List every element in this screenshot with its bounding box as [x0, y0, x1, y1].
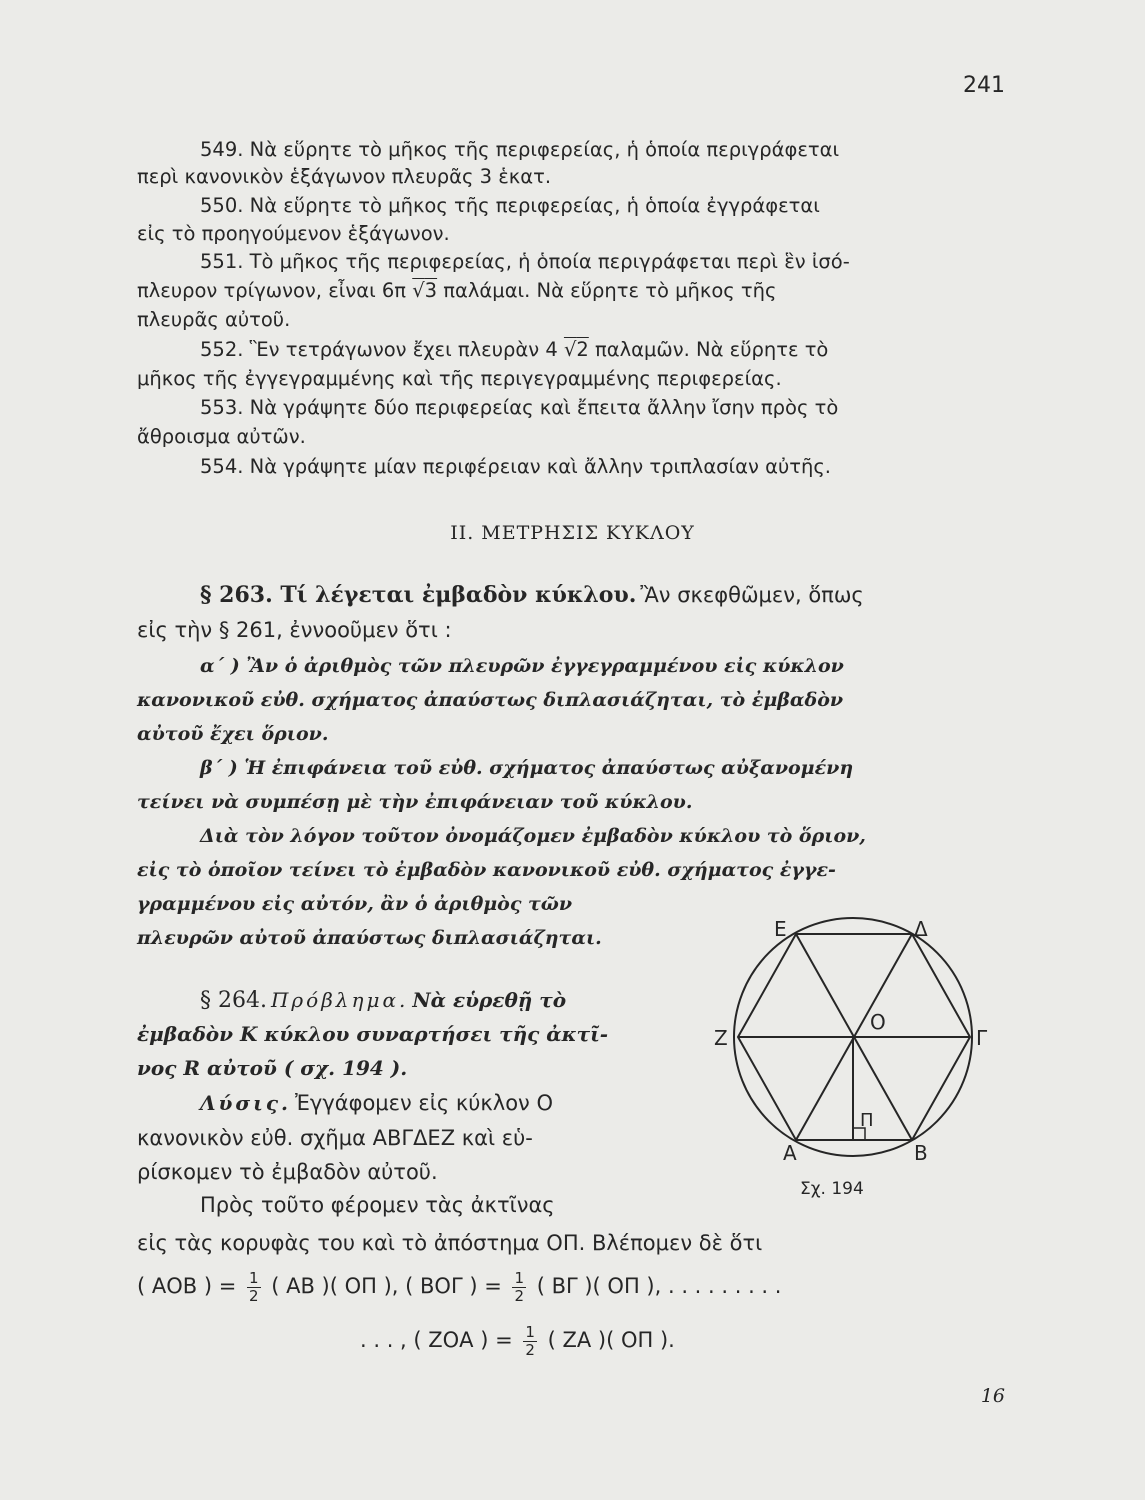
label-G: Γ — [976, 1026, 988, 1050]
sec264-problem-line-3: νος R αὐτοῦ ( σχ. 194 ). — [137, 1056, 408, 1080]
exercise-549-line-1: 549. Νὰ εὕρητε τὸ μῆκος τῆς περιφερείας, ἡ ὁποία περιγράφεται — [200, 138, 840, 161]
exercise-549-line-2: περὶ κανονικὸν ἑξάγωνον πλευρᾶς 3 ἑκατ. — [137, 165, 552, 188]
sec263-a-line-3: αὐτοῦ ἔχει ὅριον. — [137, 723, 329, 745]
label-B: Β — [914, 1141, 928, 1165]
sec264-solution-line-2: κανονικὸν εὐθ. σχῆμα ΑΒΓΔΕΖ καὶ εὑ- — [137, 1126, 533, 1150]
sec263-intro-line-2: εἰς τὴν § 261, ἐννοοῦμεν ὅτι : — [137, 618, 452, 642]
label-P: Π — [860, 1110, 874, 1131]
sec263-b-line-1: β΄ ) Ἡ ἐπιφάνεια τοῦ εὐθ. σχήματος ἀπαύστως αὐξανομένη — [200, 757, 854, 779]
sec264-solution-line-1: Λύσις. Ἐγγάφομεν εἰς κύκλον Ο — [200, 1091, 553, 1115]
exercise-551-line-2: πλευρον τρίγωνον, εἶναι 6π √3 παλάμαι. Νὰ εὕρητε τὸ μῆκος τῆς — [137, 279, 777, 302]
section-heading: II. ΜΕΤΡΗΣΙΣ ΚΥΚΛΟΥ — [450, 522, 695, 544]
figure-194-hexagon-in-circle — [700, 900, 1020, 1210]
sec263-c-line-2: εἰς τὸ ὁποῖον τείνει τὸ ἐμβαδὸν κανονικοῦ εὐθ. σχήματος ἐγγε- — [137, 859, 836, 881]
label-Z: Ζ — [714, 1026, 728, 1050]
formula-line-2: . . . , ( ΖΟΑ ) = $\frac{1}{2}$ ( ΖΑ )( ΟΠ ). — [360, 1323, 675, 1359]
label-D: Δ — [914, 917, 928, 941]
fraction-one-half: $\frac{1}{2}$ — [525, 1323, 535, 1359]
sec263-c-line-1: Διὰ τὸν λόγον τοῦτον ὀνομάζομεν ἐμβαδὸν κύκλου τὸ ὅριον, — [200, 825, 866, 847]
exercise-552-line-1: 552. Ἓν τετράγωνον ἔχει πλευρὰν 4 √2 παλαμῶν. Νὰ εὕρητε τὸ — [200, 338, 829, 361]
sec264-title-line: § 264. Πρόβλημα. Νὰ εὑρεθῇ τὸ — [200, 988, 567, 1013]
exercise-550-line-1: 550. Νὰ εὕρητε τὸ μῆκος τῆς περιφερείας, ἡ ὁποία ἐγγράφεται — [200, 194, 820, 217]
exercise-554-line-1: 554. Νὰ γράψητε μίαν περιφέρειαν καὶ ἄλλην τριπλασίαν αὐτῆς. — [200, 455, 831, 478]
sec263-b-line-2: τείνει νὰ συμπέσῃ μὲ τὴν ἐπιφάνειαν τοῦ κύκλου. — [137, 791, 693, 813]
exercise-551-line-1: 551. Τὸ μῆκος τῆς περιφερείας, ἡ ὁποία περιγράφεται περὶ ἓν ἰσό- — [200, 250, 850, 273]
exercise-553-line-2: ἄθροισμα αὐτῶν. — [137, 425, 306, 448]
sec263-c-line-4: πλευρῶν αὐτοῦ ἀπαύστως διπλασιάζηται. — [137, 927, 602, 949]
signature-number: 16 — [980, 1385, 1005, 1407]
label-A: Α — [783, 1141, 797, 1165]
exercise-552-line-2: μῆκος τῆς ἐγγεγραμμένης καὶ τῆς περιγεγραμμένης περιφερείας. — [137, 367, 782, 390]
exercise-550-line-2: εἰς τὸ προηγούμενον ἑξάγωνον. — [137, 222, 450, 245]
sec264-problem-line-2: ἐμβαδὸν Κ κύκλου συναρτήσει τῆς ἀκτῖ- — [137, 1022, 609, 1046]
sec263-title-line: § 263. Τί λέγεται ἐμβαδὸν κύκλου. Ἂν σκεφθῶμεν, ὅπως — [200, 582, 864, 608]
exercise-553-line-1: 553. Νὰ γράψητε δύο περιφερείας καὶ ἔπειτα ἄλλην ἴσην πρὸς τὸ — [200, 396, 839, 419]
sec263-a-line-2: κανονικοῦ εὐθ. σχήματος ἀπαύστως διπλασιάζηται, τὸ ἐμβαδὸν — [137, 689, 844, 711]
sec263-a-line-1: α΄ ) Ἂν ὁ ἀριθμὸς τῶν πλευρῶν ἐγγεγραμμένου εἰς κύκλον — [200, 655, 844, 677]
label-E: Ε — [774, 917, 787, 941]
sec264-solution-line-5: εἰς τὰς κορυφὰς του καὶ τὸ ἀπόστημα ΟΠ. Βλέπομεν δὲ ὅτι — [137, 1231, 763, 1255]
page-number: 241 — [963, 73, 1005, 98]
inscribed-hexagon — [738, 934, 970, 1140]
fraction-one-half: $\frac{1}{2}$ — [249, 1269, 259, 1305]
sec263-c-line-3: γραμμένου εἰς αὐτόν, ἂν ὁ ἀριθμὸς τῶν — [137, 893, 573, 915]
figure-caption: Σχ. 194 — [800, 1179, 864, 1199]
exercise-551-line-3: πλευρᾶς αὐτοῦ. — [137, 308, 291, 331]
fraction-one-half: $\frac{1}{2}$ — [514, 1269, 525, 1305]
sec264-solution-line-3: ρίσκομεν τὸ ἐμβαδὸν αὐτοῦ. — [137, 1160, 438, 1184]
formula-line-1: ( ΑΟΒ ) = $\frac{1}{2}$ ( ΑΒ )( ΟΠ ), ( ΒΟΓ ) = $\frac{1}{2}$ ( ΒΓ )( ΟΠ ), . . . . . . . . . — [137, 1269, 782, 1305]
label-O: Ο — [870, 1010, 886, 1034]
sec264-solution-line-4: Πρὸς τοῦτο φέρομεν τὰς ἀκτῖνας — [200, 1193, 555, 1217]
